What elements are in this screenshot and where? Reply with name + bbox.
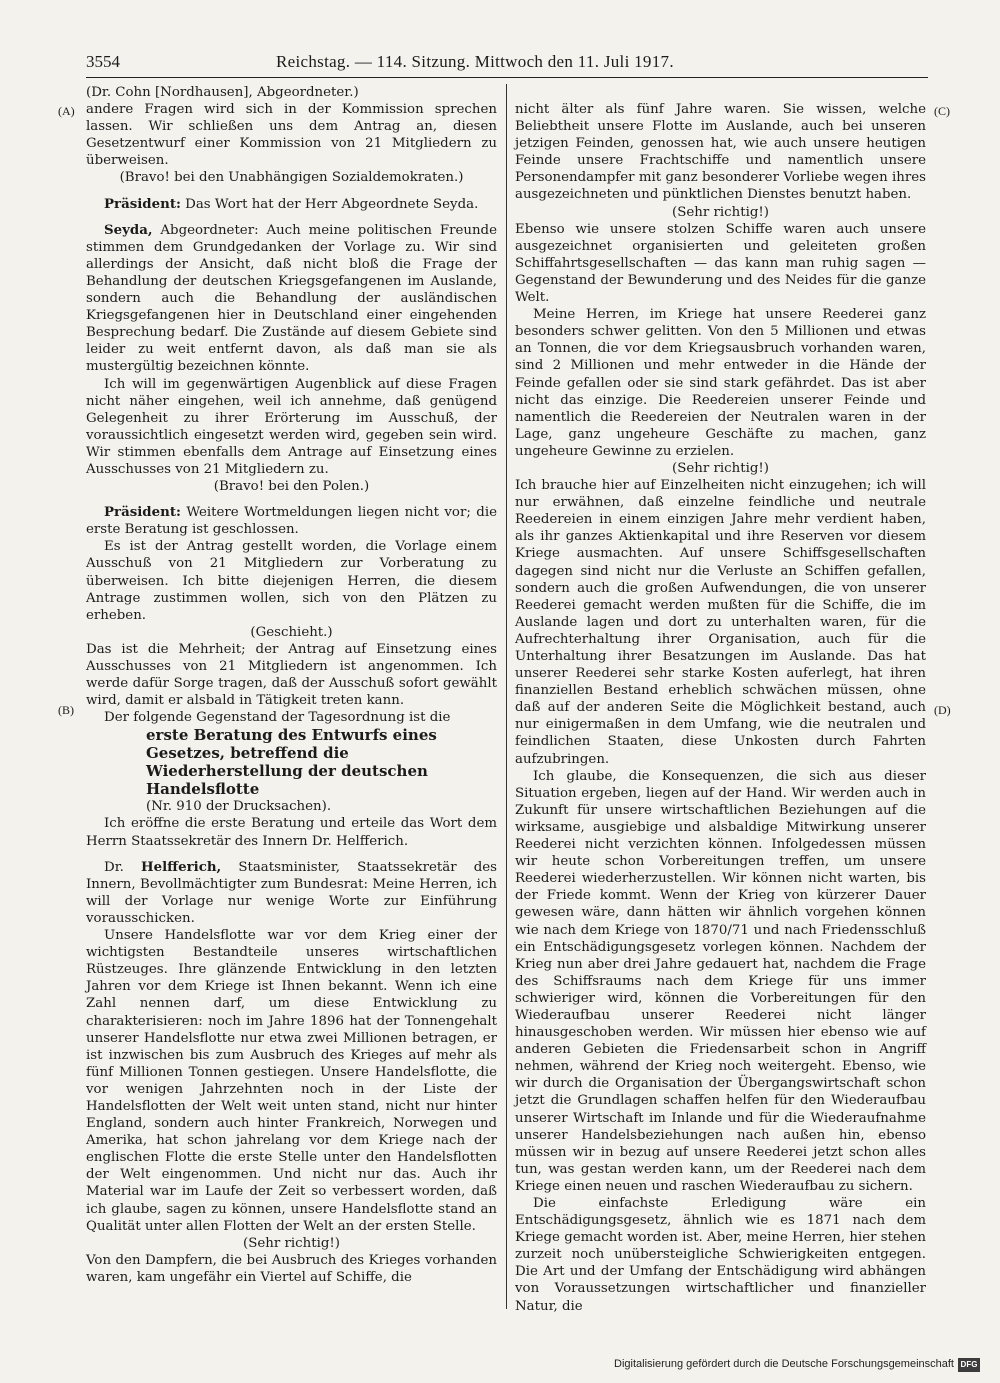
paragraph: Ich glaube, die Konsequenzen, die sich aus dieser Situation ergeben, liegen auf der Hand. Wir werden auch in Zukunft für unsere wirtschaftlichen Beziehungen auf die wirksame, ausgiebige und alsbaldige Mitwirkung unserer Reederei nicht verzichten können. Infolgedessen müssen wir heute schon Vorbereitungen treffen, um unsere Reederei wiederherzustellen. Wir können nicht warten, bis der Friede kommt. Wenn der Krieg von kürzerer Dauer gewesen wäre, dann hätten wir ähnlich vorgehen können wie nach dem Kriege von 1870/71 und nach Friedensschluß ein Entschädigungsgesetz vorlegen können. Nachdem der Krieg nun aber drei Jahre gedauert hat, nachdem die Frage des Schiffsraums nach dem Kriege für uns immer schwieriger wird, können die Vorbereitungen für den Wiederaufbau unserer Reederei nicht länger hinausgeschoben werden. Wir müssen hier ebenso wie auf anderen Gebieten die Friedensarbeit schon in Angriff nehmen, während der Krieg noch weitergeht. Ebenso, wie wir durch die Organisation der Übergangswirtschaft schon jetzt die Grundlagen schaffen helfen für den Wiederaufbau unserer Wirtschaft im Inlande und für die Wiederaufnahme unserer Handelsbeziehungen nach außen hin, ebenso müssen wir in bezug auf unsere Reederei jetzt schon alles tun, was gestan werden kann, um der Reederei nach dem Kriege einen neuen und raschen Wiederaufbau zu sichern. bbox=[515, 768, 926, 1194]
speech-text: Staatsminister, Staatssekretär des Innern, Bevollmächtigter zum Bundesrat: Meine Herren, ich will der Vorlage nur wenige Worte zur Einführung vorausschicken. bbox=[86, 859, 497, 926]
paragraph: Das ist die Mehrheit; der Antrag auf Einsetzung eines Ausschusses von 21 Mitgliedern ist angenommen. Ich werde dafür Sorge tragen, daß der Ausschuß sofort gewählt wird, damit er alsbald in Tätigkeit treten kann. bbox=[86, 641, 497, 709]
agenda-item-reference: (Nr. 910 der Drucksachen). bbox=[146, 799, 332, 815]
right-column bbox=[515, 101, 926, 1315]
carry-over-speaker: (Dr. Cohn [Nordhausen], Abgeordneter.) bbox=[86, 85, 359, 100]
paragraph: Der folgende Gegenstand der Tagesordnung ist die bbox=[104, 710, 451, 726]
margin-mark-a: (A) bbox=[58, 104, 75, 118]
paragraph: Meine Herren, im Kriege hat unsere Reederei ganz besonders schwer gelitten. Von den 5 Millionen und etwas an Tonnen, die vor dem Kriegsausbruch vorhanden waren, sind 2 Millionen und mehr entweder in die Hände der Feinde gefallen oder sie sind stark gefährdet. Das ist aber nicht das einzige. Die Reedereien unserer Feinde und namentlich die Reedereien der Neutralen waren in der Lage, ganz ungeheure Geschäfte zu machen, ganz ungeheure Gewinne zu erzielen. bbox=[515, 307, 926, 459]
paragraph: Ich will im gegenwärtigen Augenblick auf diese Fragen nicht näher eingehen, weil ich annehme, daß genügend Gelegenheit zu ihrer Erörterung im Ausschuß, der voraussichtlich eingesetzt werden wird, gegeben sein wird. Wir stimmen ebenfalls dem Antrage auf Einsetzung eines Ausschusses von 21 Mitgliedern zu. bbox=[86, 376, 497, 477]
reaction: (Bravo! bei den Unabhängigen Sozialdemokraten.) bbox=[119, 170, 464, 186]
speaker-name: Helfferich, bbox=[141, 858, 222, 875]
paragraph: Ich eröffne die erste Beratung und erteile das Wort dem Herrn Staatssekretär des Innern Dr. Helfferich. bbox=[86, 816, 497, 849]
paragraph: Es ist der Antrag gestellt worden, die Vorlage einem Ausschuß von 21 Mitgliedern zur Vorberatung zu überweisen. Ich bitte diejenigen Herren, die diesem Antrage zustimmen wollen, sich von den Plätzen zu erheben. bbox=[86, 539, 497, 623]
reaction: (Bravo! bei den Polen.) bbox=[213, 479, 370, 495]
agenda-item-title: erste Beratung des Entwurfs eines Gesetzes, betreffend die Wiederherstellung der deutschen Handelsflotte bbox=[146, 726, 437, 799]
digitization-credit: Digitalisierung gefördert durch die Deutsche Forschungsgemeinschaft bbox=[614, 1358, 954, 1370]
speech-seyda bbox=[86, 222, 497, 376]
speech-text: Abgeordneter: Auch meine politischen Freunde stimmen dem Grundgedanken der Vorlage zu. Wir sind allerdings der Ansicht, daß nicht bloß die Frage der Behandlung der deutschen Kriegsgefangenen im Auslande, sondern auch die Behandlung der ausländischen Kriegsgefangenen hier in Deutschland einer eingehenden Besprechung bedarf. Die Zustände auf diesem Gebiete sind leider zu weit entfernt davon, als daß man sie als mustergültig bezeichnen könnte. bbox=[86, 222, 497, 375]
paragraph: Ebenso wie unsere stolzen Schiffe waren auch unsere ausgezeichnet organisierten und geleiteten großen Schiffahrtsgesellschaften — das kann man ruhig sagen — Gegenstand der Bewunderung und des Neides für die ganze Welt. bbox=[515, 221, 926, 306]
dfg-logo: DFG bbox=[958, 1358, 980, 1372]
reaction: (Sehr richtig!) bbox=[672, 460, 769, 476]
column-divider bbox=[506, 84, 507, 1309]
reaction: (Geschieht.) bbox=[250, 624, 333, 640]
paragraph: Von den Dampfern, die bei Ausbruch des Krieges vorhanden waren, kam ungefähr ein Viertel auf Schiffe, die bbox=[86, 1252, 497, 1285]
margin-mark-b: (B) bbox=[58, 703, 74, 717]
speech-president bbox=[86, 196, 497, 213]
speaker-title: Dr. bbox=[104, 859, 141, 875]
speaker-name: Seyda, bbox=[104, 221, 153, 238]
speech-text: Weitere Wortmeldungen liegen nicht vor; die erste Beratung ist geschlossen. bbox=[86, 505, 497, 538]
paragraph: nicht älter als fünf Jahre waren. Sie wissen, welche Beliebtheit unsere Flotte im Auslande, auch bei unseren jetzigen Feinden, genossen hat, wie auch unsere heutigen Feinde unsere Frachtschiffe und namentlich unsere Personendampfer mit ganz besonderer Vorliebe wegen ihres ausgezeichneten und pünktlichen Dienstes benutzt haben. bbox=[515, 102, 926, 203]
speech-helfferich bbox=[86, 859, 497, 927]
reaction: (Sehr richtig!) bbox=[672, 204, 769, 220]
speech-text: Das Wort hat der Herr Abgeordnete Seyda. bbox=[180, 196, 479, 212]
page-header bbox=[86, 52, 928, 76]
margin-mark-c: (C) bbox=[934, 104, 950, 118]
paragraph: Ich brauche hier auf Einzelheiten nicht einzugehen; ich will nur erwähnen, daß einzelne feindliche und neutrale Reedereien in einem einzigen Jahre mehr verdient haben, als ihr ganzes Aktienkapital und ihre Reserven vor diesem Kriege ausmachten. Auf unsere Schiffsgesellschaften dagegen sind nicht nur die Verluste an Schiffen gefallen, sondern auch die großen Aufwendungen, die von unserer Reederei gemacht werden mußten für die Schiffe, die im Auslande lagen und dort zu unterhalten waren, für die Aufrechterhaltung ihrer Organisation, auch für die Unterhaltung ihrer Besatzungen im Auslande. Das hat unserer Reederei sehr starke Kosten auferlegt, hat ihren finanziellen Bestand erheblich schwächen müssen, ohne daß auf der anderen Seite die Möglichkeit bestand, auch nur einigermaßen in dem Umfang, wie die neutralen und feindlichen Staaten, diese Unkosten durch Fahrten aufzubringen. bbox=[515, 478, 926, 767]
reaction: (Sehr richtig!) bbox=[243, 1235, 340, 1251]
speaker-name: Präsident: bbox=[104, 504, 181, 521]
paragraph: Unsere Handelsflotte war vor dem Krieg einer der wichtigsten Bestandteile unseres wirtschaftlichen Rüstzeuges. Ihre glänzende Entwicklung in den letzten Jahren vor dem Kriege ist Ihnen bekannt. Wenn ich eine Zahl nennen darf, um diese Entwicklung zu charakterisieren: noch im Jahre 1896 hat der Tonnengehalt unserer Handelsflotte nur etwa zwei Millionen betragen, er ist inzwischen bis zum Ausbruch des Krieges auf mehr als fünf Millionen Tonnen gestiegen. Unsere Handelsflotte, die vor wenigen Jahrzehnten noch in der Liste der Handelsflotten der Welt weit unten stand, nicht nur hinter England, sondern auch hinter Frankreich, Norwegen und Amerika, hat schon jahrelang vor dem Kriege nach der englischen Flotte die erste Stelle unter den Handelsflotten der Welt eingenommen. Und nicht nur das. Auch ihr Material war im Laufe der Zeit so verbessert worden, daß ich glaube, sagen zu können, unsere Handelsflotte stand an Qualität unter allen Flotten der Welt an der ersten Stelle. bbox=[86, 928, 497, 1234]
running-title: Reichstag. — 114. Sitzung. Mittwoch den 11. Juli 1917. bbox=[276, 52, 674, 71]
paragraph: Die einfachste Erledigung wäre ein Entschädigungsgesetz, ähnlich wie es 1871 nach dem Kriege gemacht worden ist. Aber, meine Herren, hier stehen zurzeit noch unübersteigliche Schwierigkeiten entgegen. Die Art und der Umfang der Entschädigung wird abhängen von Voraussetzungen wirtschaftlicher und finanzieller Natur, die bbox=[515, 1196, 926, 1314]
page-number: 3554 bbox=[86, 52, 120, 71]
header-rule bbox=[86, 77, 928, 78]
speech-president bbox=[86, 504, 497, 538]
paragraph: andere Fragen wird sich in der Kommission sprechen lassen. Wir schließen uns dem Antrag an, diesen Gesetzentwurf einer Kommission von 21 Mitgliedern zu überweisen. bbox=[86, 102, 497, 169]
margin-mark-d: (D) bbox=[934, 703, 951, 717]
left-column bbox=[86, 84, 497, 1286]
speaker-name: Präsident: bbox=[104, 195, 181, 212]
